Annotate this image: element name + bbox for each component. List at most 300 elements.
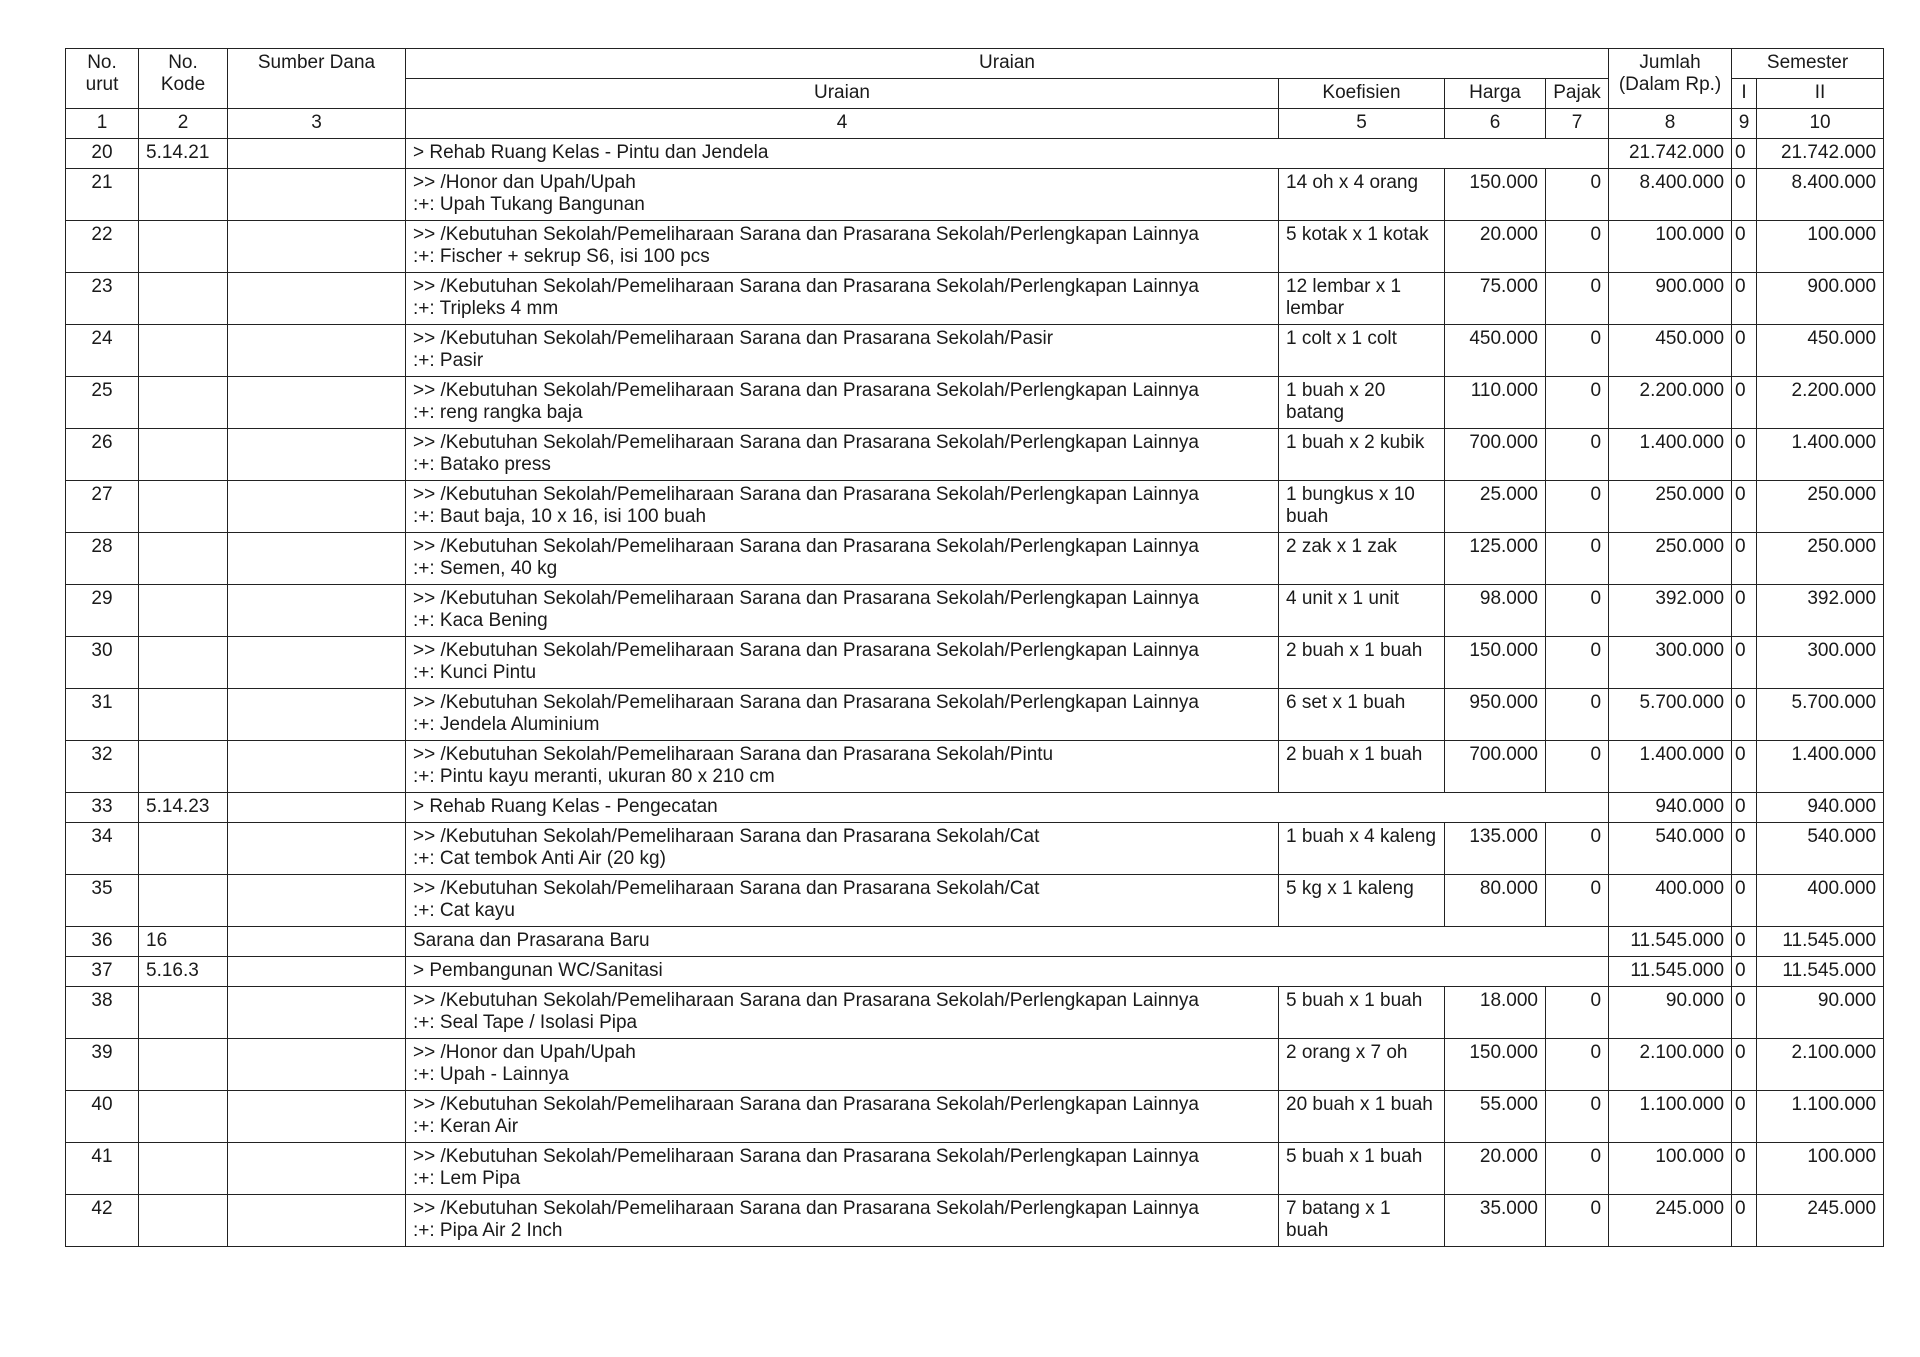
header-uraian: Uraian — [406, 79, 1279, 109]
table-row — [66, 221, 1884, 273]
cell-no-kode: 5.14.23 — [139, 793, 228, 823]
header-sumber-dana: Sumber Dana — [228, 49, 406, 109]
table-row-group — [66, 957, 1884, 987]
cell-koefisien: 6 set x 1 buah — [1279, 689, 1445, 741]
cell-koefisien: 5 buah x 1 buah — [1279, 1143, 1445, 1195]
cell-jumlah: 5.700.000 — [1609, 689, 1732, 741]
table-row — [66, 741, 1884, 793]
cell-no-urut: 29 — [66, 585, 139, 637]
cell-semester-2: 250.000 — [1757, 533, 1884, 585]
uraian-item: :+: Cat kayu — [413, 900, 515, 921]
cell-no-kode — [139, 585, 228, 637]
cell-semester-1: 0 — [1732, 169, 1757, 221]
uraian-account: >> /Honor dan Upah/Upah — [413, 1042, 636, 1063]
cell-sumber-dana — [228, 429, 406, 481]
cell-sumber-dana — [228, 689, 406, 741]
cell-no-kode: 5.16.3 — [139, 957, 228, 987]
cell-uraian — [406, 169, 1279, 221]
header-uraian-group: Uraian — [406, 49, 1609, 79]
cell-harga: 35.000 — [1445, 1195, 1546, 1247]
cell-jumlah: 8.400.000 — [1609, 169, 1732, 221]
cell-no-kode — [139, 273, 228, 325]
cell-harga: 135.000 — [1445, 823, 1546, 875]
cell-no-urut: 40 — [66, 1091, 139, 1143]
cell-sumber-dana — [228, 637, 406, 689]
header-semester-2: II — [1757, 79, 1884, 109]
cell-uraian — [406, 741, 1279, 793]
cell-no-kode — [139, 533, 228, 585]
cell-no-urut: 22 — [66, 221, 139, 273]
cell-jumlah: 1.400.000 — [1609, 429, 1732, 481]
cell-semester-1: 0 — [1732, 273, 1757, 325]
cell-sumber-dana — [228, 1195, 406, 1247]
cell-jumlah: 2.100.000 — [1609, 1039, 1732, 1091]
cell-jumlah: 11.545.000 — [1609, 957, 1732, 987]
uraian-item: :+: Batako press — [413, 454, 551, 475]
cell-no-urut: 36 — [66, 927, 139, 957]
cell-harga: 450.000 — [1445, 325, 1546, 377]
column-number: 4 — [406, 109, 1279, 139]
cell-semester-1: 0 — [1732, 987, 1757, 1039]
cell-semester-2: 11.545.000 — [1757, 957, 1884, 987]
cell-jumlah: 1.400.000 — [1609, 741, 1732, 793]
cell-semester-2: 21.742.000 — [1757, 139, 1884, 169]
cell-no-kode: 5.14.21 — [139, 139, 228, 169]
cell-no-kode — [139, 325, 228, 377]
cell-pajak: 0 — [1546, 429, 1609, 481]
table-row — [66, 875, 1884, 927]
header-jumlah: Jumlah (Dalam Rp.) — [1609, 49, 1732, 109]
uraian-item: :+: Pasir — [413, 350, 484, 371]
table-row — [66, 533, 1884, 585]
header-no-urut: No. urut — [66, 49, 139, 109]
uraian-item: :+: Cat tembok Anti Air (20 kg) — [413, 848, 666, 869]
cell-harga: 98.000 — [1445, 585, 1546, 637]
cell-no-urut: 31 — [66, 689, 139, 741]
cell-semester-1: 0 — [1732, 221, 1757, 273]
cell-pajak: 0 — [1546, 273, 1609, 325]
cell-semester-1: 0 — [1732, 139, 1757, 169]
table-row — [66, 1143, 1884, 1195]
cell-jumlah: 940.000 — [1609, 793, 1732, 823]
cell-no-kode — [139, 823, 228, 875]
cell-jumlah: 1.100.000 — [1609, 1091, 1732, 1143]
cell-uraian — [406, 221, 1279, 273]
cell-no-urut: 26 — [66, 429, 139, 481]
uraian-item: :+: Keran Air — [413, 1116, 519, 1137]
cell-koefisien: 1 buah x 2 kubik — [1279, 429, 1445, 481]
cell-koefisien: 1 buah x 4 kaleng — [1279, 823, 1445, 875]
cell-uraian — [406, 823, 1279, 875]
cell-sumber-dana — [228, 325, 406, 377]
table-row — [66, 1091, 1884, 1143]
cell-semester-1: 0 — [1732, 927, 1757, 957]
cell-no-kode — [139, 481, 228, 533]
column-number: 7 — [1546, 109, 1609, 139]
cell-semester-1: 0 — [1732, 875, 1757, 927]
cell-uraian — [406, 325, 1279, 377]
cell-no-kode — [139, 1195, 228, 1247]
uraian-account: >> /Kebutuhan Sekolah/Pemeliharaan Sarana dan Prasarana Sekolah/Perlengkapan Lainnya — [413, 990, 1199, 1011]
cell-sumber-dana — [228, 169, 406, 221]
cell-no-kode — [139, 169, 228, 221]
cell-no-urut: 27 — [66, 481, 139, 533]
cell-jumlah: 100.000 — [1609, 1143, 1732, 1195]
cell-uraian — [406, 1195, 1279, 1247]
cell-koefisien: 14 oh x 4 orang — [1279, 169, 1445, 221]
cell-harga: 20.000 — [1445, 1143, 1546, 1195]
uraian-item: :+: Fischer + sekrup S6, isi 100 pcs — [413, 246, 710, 267]
cell-semester-2: 100.000 — [1757, 221, 1884, 273]
cell-pajak: 0 — [1546, 1195, 1609, 1247]
cell-uraian — [406, 1039, 1279, 1091]
header-koefisien: Koefisien — [1279, 79, 1445, 109]
cell-harga: 20.000 — [1445, 221, 1546, 273]
table-row — [66, 689, 1884, 741]
column-number: 10 — [1757, 109, 1884, 139]
uraian-item: :+: Kaca Bening — [413, 610, 548, 631]
cell-sumber-dana — [228, 273, 406, 325]
uraian-item: :+: Kunci Pintu — [413, 662, 537, 683]
cell-pajak: 0 — [1546, 169, 1609, 221]
cell-koefisien: 5 buah x 1 buah — [1279, 987, 1445, 1039]
cell-harga: 150.000 — [1445, 1039, 1546, 1091]
cell-koefisien: 1 colt x 1 colt — [1279, 325, 1445, 377]
cell-pajak: 0 — [1546, 221, 1609, 273]
cell-no-kode — [139, 637, 228, 689]
cell-no-urut: 42 — [66, 1195, 139, 1247]
cell-uraian-group: > Rehab Ruang Kelas - Pengecatan — [406, 793, 1609, 823]
cell-koefisien: 1 bungkus x 10 buah — [1279, 481, 1445, 533]
uraian-item: :+: Pipa Air 2 Inch — [413, 1220, 563, 1241]
cell-uraian — [406, 987, 1279, 1039]
uraian-account: >> /Kebutuhan Sekolah/Pemeliharaan Sarana dan Prasarana Sekolah/Perlengkapan Lainnya — [413, 484, 1199, 505]
cell-semester-2: 245.000 — [1757, 1195, 1884, 1247]
table-row — [66, 481, 1884, 533]
uraian-item: :+: reng rangka baja — [413, 402, 583, 423]
cell-no-urut: 41 — [66, 1143, 139, 1195]
cell-semester-1: 0 — [1732, 957, 1757, 987]
cell-uraian-group: > Pembangunan WC/Sanitasi — [406, 957, 1609, 987]
cell-sumber-dana — [228, 1091, 406, 1143]
cell-semester-2: 11.545.000 — [1757, 927, 1884, 957]
uraian-item: :+: Upah Tukang Bangunan — [413, 194, 645, 215]
cell-semester-2: 2.200.000 — [1757, 377, 1884, 429]
cell-jumlah: 250.000 — [1609, 481, 1732, 533]
cell-harga: 150.000 — [1445, 637, 1546, 689]
cell-no-urut: 25 — [66, 377, 139, 429]
cell-uraian — [406, 377, 1279, 429]
cell-no-urut: 28 — [66, 533, 139, 585]
column-number: 5 — [1279, 109, 1445, 139]
uraian-account: >> /Kebutuhan Sekolah/Pemeliharaan Sarana dan Prasarana Sekolah/Perlengkapan Lainnya — [413, 692, 1199, 713]
cell-semester-2: 1.400.000 — [1757, 429, 1884, 481]
cell-no-kode: 16 — [139, 927, 228, 957]
cell-sumber-dana — [228, 377, 406, 429]
cell-no-urut: 20 — [66, 139, 139, 169]
uraian-account: >> /Kebutuhan Sekolah/Pemeliharaan Sarana dan Prasarana Sekolah/Perlengkapan Lainnya — [413, 1146, 1199, 1167]
table-row — [66, 377, 1884, 429]
cell-no-kode — [139, 689, 228, 741]
table-row-group — [66, 793, 1884, 823]
column-number: 6 — [1445, 109, 1546, 139]
uraian-account: >> /Kebutuhan Sekolah/Pemeliharaan Sarana dan Prasarana Sekolah/Perlengkapan Lainnya — [413, 224, 1199, 245]
cell-semester-2: 90.000 — [1757, 987, 1884, 1039]
cell-pajak: 0 — [1546, 533, 1609, 585]
cell-pajak: 0 — [1546, 481, 1609, 533]
cell-sumber-dana — [228, 927, 406, 957]
uraian-account: >> /Kebutuhan Sekolah/Pemeliharaan Sarana dan Prasarana Sekolah/Perlengkapan Lainnya — [413, 588, 1199, 609]
cell-uraian — [406, 429, 1279, 481]
table-row — [66, 823, 1884, 875]
table-row — [66, 1195, 1884, 1247]
column-number: 9 — [1732, 109, 1757, 139]
cell-semester-1: 0 — [1732, 533, 1757, 585]
column-number: 3 — [228, 109, 406, 139]
table-row — [66, 987, 1884, 1039]
cell-koefisien: 12 lembar x 1 lembar — [1279, 273, 1445, 325]
cell-sumber-dana — [228, 875, 406, 927]
header-semester: Semester — [1732, 49, 1884, 79]
column-number: 1 — [66, 109, 139, 139]
uraian-item: :+: Seal Tape / Isolasi Pipa — [413, 1012, 638, 1033]
cell-semester-2: 392.000 — [1757, 585, 1884, 637]
cell-jumlah: 245.000 — [1609, 1195, 1732, 1247]
cell-semester-2: 8.400.000 — [1757, 169, 1884, 221]
cell-semester-2: 940.000 — [1757, 793, 1884, 823]
cell-pajak: 0 — [1546, 377, 1609, 429]
cell-semester-2: 900.000 — [1757, 273, 1884, 325]
cell-jumlah: 392.000 — [1609, 585, 1732, 637]
cell-no-urut: 33 — [66, 793, 139, 823]
cell-sumber-dana — [228, 823, 406, 875]
cell-uraian — [406, 585, 1279, 637]
cell-uraian — [406, 637, 1279, 689]
table-row — [66, 169, 1884, 221]
cell-harga: 55.000 — [1445, 1091, 1546, 1143]
cell-semester-2: 1.400.000 — [1757, 741, 1884, 793]
cell-no-kode — [139, 429, 228, 481]
cell-no-urut: 39 — [66, 1039, 139, 1091]
cell-pajak: 0 — [1546, 875, 1609, 927]
table-row — [66, 429, 1884, 481]
cell-koefisien: 20 buah x 1 buah — [1279, 1091, 1445, 1143]
cell-sumber-dana — [228, 481, 406, 533]
cell-koefisien: 4 unit x 1 unit — [1279, 585, 1445, 637]
table-row — [66, 637, 1884, 689]
column-number-row — [66, 109, 1884, 139]
table-row — [66, 273, 1884, 325]
cell-semester-2: 250.000 — [1757, 481, 1884, 533]
cell-uraian — [406, 533, 1279, 585]
cell-koefisien: 2 buah x 1 buah — [1279, 637, 1445, 689]
uraian-account: >> /Kebutuhan Sekolah/Pemeliharaan Sarana dan Prasarana Sekolah/Perlengkapan Lainnya — [413, 1198, 1199, 1219]
uraian-item: :+: Baut baja, 10 x 16, isi 100 buah — [413, 506, 707, 527]
header-no-kode: No. Kode — [139, 49, 228, 109]
cell-semester-1: 0 — [1732, 793, 1757, 823]
cell-uraian — [406, 273, 1279, 325]
cell-no-kode — [139, 987, 228, 1039]
cell-pajak: 0 — [1546, 637, 1609, 689]
cell-semester-1: 0 — [1732, 741, 1757, 793]
table-row — [66, 585, 1884, 637]
cell-no-urut: 38 — [66, 987, 139, 1039]
cell-koefisien: 1 buah x 20 batang — [1279, 377, 1445, 429]
cell-harga: 75.000 — [1445, 273, 1546, 325]
cell-semester-1: 0 — [1732, 1195, 1757, 1247]
cell-pajak: 0 — [1546, 741, 1609, 793]
cell-semester-2: 1.100.000 — [1757, 1091, 1884, 1143]
cell-no-urut: 32 — [66, 741, 139, 793]
cell-jumlah: 300.000 — [1609, 637, 1732, 689]
uraian-account: >> /Kebutuhan Sekolah/Pemeliharaan Sarana dan Prasarana Sekolah/Perlengkapan Lainnya — [413, 536, 1199, 557]
cell-pajak: 0 — [1546, 1039, 1609, 1091]
uraian-item: :+: Tripleks 4 mm — [413, 298, 559, 319]
cell-pajak: 0 — [1546, 823, 1609, 875]
cell-no-urut: 37 — [66, 957, 139, 987]
uraian-item: :+: Jendela Aluminium — [413, 714, 600, 735]
cell-pajak: 0 — [1546, 325, 1609, 377]
cell-semester-1: 0 — [1732, 429, 1757, 481]
cell-semester-1: 0 — [1732, 637, 1757, 689]
cell-harga: 25.000 — [1445, 481, 1546, 533]
cell-pajak: 0 — [1546, 1091, 1609, 1143]
cell-no-kode — [139, 1091, 228, 1143]
cell-no-kode — [139, 1143, 228, 1195]
column-number: 2 — [139, 109, 228, 139]
cell-no-urut: 35 — [66, 875, 139, 927]
uraian-item: :+: Semen, 40 kg — [413, 558, 558, 579]
cell-semester-1: 0 — [1732, 689, 1757, 741]
uraian-account: >> /Kebutuhan Sekolah/Pemeliharaan Sarana dan Prasarana Sekolah/Pasir — [413, 328, 1054, 349]
cell-uraian-group: Sarana dan Prasarana Baru — [406, 927, 1609, 957]
cell-koefisien: 2 zak x 1 zak — [1279, 533, 1445, 585]
column-number: 8 — [1609, 109, 1732, 139]
uraian-account: >> /Kebutuhan Sekolah/Pemeliharaan Sarana dan Prasarana Sekolah/Perlengkapan Lainnya — [413, 380, 1199, 401]
cell-semester-1: 0 — [1732, 1143, 1757, 1195]
cell-pajak: 0 — [1546, 585, 1609, 637]
cell-pajak: 0 — [1546, 1143, 1609, 1195]
cell-no-kode — [139, 741, 228, 793]
cell-harga: 700.000 — [1445, 429, 1546, 481]
cell-semester-2: 2.100.000 — [1757, 1039, 1884, 1091]
cell-no-urut: 21 — [66, 169, 139, 221]
header-harga: Harga — [1445, 79, 1546, 109]
cell-pajak: 0 — [1546, 689, 1609, 741]
table-row — [66, 1039, 1884, 1091]
cell-sumber-dana — [228, 987, 406, 1039]
cell-semester-2: 450.000 — [1757, 325, 1884, 377]
uraian-account: >> /Kebutuhan Sekolah/Pemeliharaan Sarana dan Prasarana Sekolah/Cat — [413, 878, 1040, 899]
table-row-group — [66, 927, 1884, 957]
cell-jumlah: 100.000 — [1609, 221, 1732, 273]
cell-sumber-dana — [228, 585, 406, 637]
cell-uraian-group: > Rehab Ruang Kelas - Pintu dan Jendela — [406, 139, 1609, 169]
cell-semester-1: 0 — [1732, 823, 1757, 875]
cell-no-urut: 24 — [66, 325, 139, 377]
cell-harga: 150.000 — [1445, 169, 1546, 221]
cell-uraian — [406, 875, 1279, 927]
uraian-account: >> /Kebutuhan Sekolah/Pemeliharaan Sarana dan Prasarana Sekolah/Perlengkapan Lainnya — [413, 640, 1199, 661]
budget-table — [65, 48, 1884, 1247]
cell-uraian — [406, 1091, 1279, 1143]
cell-jumlah: 250.000 — [1609, 533, 1732, 585]
cell-koefisien: 2 buah x 1 buah — [1279, 741, 1445, 793]
cell-harga: 125.000 — [1445, 533, 1546, 585]
uraian-item: :+: Upah - Lainnya — [413, 1064, 569, 1085]
cell-sumber-dana — [228, 741, 406, 793]
cell-jumlah: 540.000 — [1609, 823, 1732, 875]
cell-semester-1: 0 — [1732, 1039, 1757, 1091]
cell-semester-2: 300.000 — [1757, 637, 1884, 689]
cell-semester-1: 0 — [1732, 377, 1757, 429]
cell-uraian — [406, 689, 1279, 741]
cell-harga: 18.000 — [1445, 987, 1546, 1039]
cell-sumber-dana — [228, 1143, 406, 1195]
cell-jumlah: 400.000 — [1609, 875, 1732, 927]
cell-koefisien: 2 orang x 7 oh — [1279, 1039, 1445, 1091]
header-pajak: Pajak — [1546, 79, 1609, 109]
cell-no-urut: 30 — [66, 637, 139, 689]
cell-semester-2: 400.000 — [1757, 875, 1884, 927]
cell-no-kode — [139, 1039, 228, 1091]
cell-koefisien: 5 kg x 1 kaleng — [1279, 875, 1445, 927]
cell-sumber-dana — [228, 793, 406, 823]
cell-jumlah: 450.000 — [1609, 325, 1732, 377]
cell-sumber-dana — [228, 139, 406, 169]
uraian-account: >> /Kebutuhan Sekolah/Pemeliharaan Sarana dan Prasarana Sekolah/Pintu — [413, 744, 1054, 765]
cell-koefisien: 7 batang x 1 buah — [1279, 1195, 1445, 1247]
cell-sumber-dana — [228, 221, 406, 273]
uraian-item: :+: Lem Pipa — [413, 1168, 521, 1189]
cell-sumber-dana — [228, 1039, 406, 1091]
cell-no-kode — [139, 221, 228, 273]
cell-sumber-dana — [228, 533, 406, 585]
uraian-account: >> /Kebutuhan Sekolah/Pemeliharaan Sarana dan Prasarana Sekolah/Perlengkapan Lainnya — [413, 1094, 1199, 1115]
cell-semester-1: 0 — [1732, 1091, 1757, 1143]
table-header — [66, 49, 1884, 139]
cell-jumlah: 2.200.000 — [1609, 377, 1732, 429]
cell-harga: 700.000 — [1445, 741, 1546, 793]
header-semester-1: I — [1732, 79, 1757, 109]
cell-jumlah: 900.000 — [1609, 273, 1732, 325]
uraian-account: >> /Kebutuhan Sekolah/Pemeliharaan Sarana dan Prasarana Sekolah/Perlengkapan Lainnya — [413, 276, 1199, 297]
cell-semester-1: 0 — [1732, 325, 1757, 377]
table-body — [66, 139, 1884, 1247]
cell-pajak: 0 — [1546, 987, 1609, 1039]
table-row-group — [66, 139, 1884, 169]
cell-jumlah: 11.545.000 — [1609, 927, 1732, 957]
uraian-account: >> /Honor dan Upah/Upah — [413, 172, 636, 193]
table-row — [66, 325, 1884, 377]
uraian-item: :+: Pintu kayu meranti, ukuran 80 x 210 cm — [413, 766, 775, 787]
uraian-account: >> /Kebutuhan Sekolah/Pemeliharaan Sarana dan Prasarana Sekolah/Cat — [413, 826, 1040, 847]
cell-uraian — [406, 481, 1279, 533]
cell-semester-2: 540.000 — [1757, 823, 1884, 875]
cell-no-urut: 34 — [66, 823, 139, 875]
cell-jumlah: 21.742.000 — [1609, 139, 1732, 169]
cell-no-kode — [139, 377, 228, 429]
cell-harga: 80.000 — [1445, 875, 1546, 927]
cell-harga: 110.000 — [1445, 377, 1546, 429]
cell-sumber-dana — [228, 957, 406, 987]
cell-semester-1: 0 — [1732, 585, 1757, 637]
cell-uraian — [406, 1143, 1279, 1195]
cell-jumlah: 90.000 — [1609, 987, 1732, 1039]
cell-semester-2: 100.000 — [1757, 1143, 1884, 1195]
cell-no-kode — [139, 875, 228, 927]
uraian-account: >> /Kebutuhan Sekolah/Pemeliharaan Sarana dan Prasarana Sekolah/Perlengkapan Lainnya — [413, 432, 1199, 453]
